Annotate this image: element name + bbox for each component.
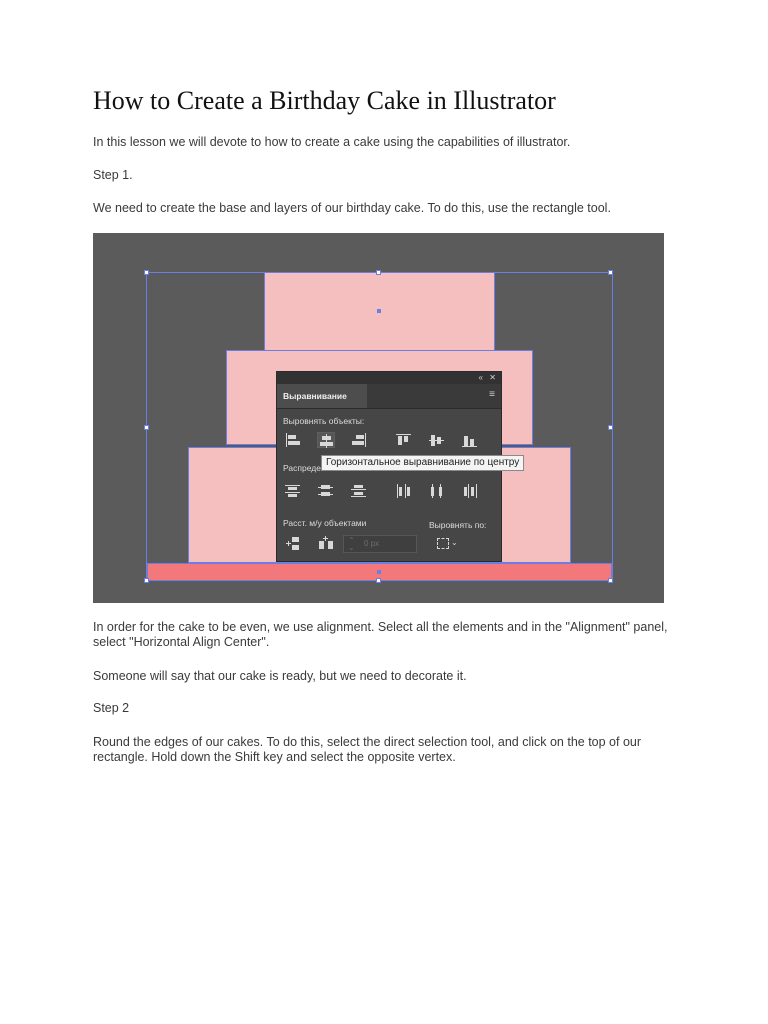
selection-center-point (377, 570, 381, 574)
align-to-label: Выровнять по: (429, 520, 487, 530)
step-1-text: We need to create the base and layers of our birthday cake. To do this, use the rectangle tool. (93, 201, 611, 215)
panel-menu-icon[interactable]: ≡ (489, 389, 495, 400)
vertical-align-center-icon[interactable] (428, 432, 446, 448)
tab-alignment-label: Выравнивание (283, 391, 347, 401)
horizontal-distribute-space-icon[interactable] (317, 535, 335, 551)
intro-paragraph: In this lesson we will devote to how to create a cake using the capabilities of illustrator. (93, 135, 571, 149)
selection-handle[interactable] (608, 425, 613, 430)
vertical-align-bottom-icon[interactable] (461, 432, 479, 448)
horizontal-align-right-icon[interactable] (350, 432, 368, 448)
tab-alignment[interactable] (277, 384, 367, 408)
align-to-selection-icon[interactable]: ⌄ (435, 536, 459, 552)
selection-handle[interactable] (376, 578, 381, 583)
horizontal-distribute-left-icon[interactable] (395, 483, 413, 499)
selection-handle[interactable] (144, 578, 149, 583)
vertical-align-top-icon[interactable] (395, 432, 413, 448)
tooltip-horizontal-align-center: Горизонтальное выравнивание по центру (321, 455, 524, 471)
selection-handle[interactable] (608, 578, 613, 583)
stepper-arrows-icon[interactable]: ⌃ ⌄ (348, 536, 355, 552)
panel-tab-bar (277, 384, 501, 409)
step-2-text: Round the edges of our cakes. To do this, select the direct selection tool, and click on the top of our rectangle. Hold down the Shift key and select the opposite vertex. (93, 735, 642, 764)
step-2-heading: Step 2 (93, 701, 130, 715)
decorate-paragraph: Someone will say that our cake is ready, but we need to decorate it. (93, 669, 467, 683)
align-objects-label: Выровнять объекты: (283, 416, 365, 426)
distribute-objects-label: Распреде (283, 463, 321, 473)
selection-handle[interactable] (376, 270, 381, 275)
collapse-icon[interactable]: « (478, 373, 483, 382)
close-icon[interactable]: ✕ (489, 373, 496, 382)
selection-center-point (377, 309, 381, 313)
vertical-distribute-space-icon[interactable] (284, 535, 302, 551)
spacing-value-field[interactable] (343, 535, 417, 553)
horizontal-align-left-icon[interactable] (284, 432, 302, 448)
illustrator-screenshot (93, 233, 664, 603)
selection-handle[interactable] (608, 270, 613, 275)
step-1-heading: Step 1. (93, 168, 133, 182)
panel-title-bar (277, 372, 501, 384)
distribute-spacing-label: Расст. м/у объектами (283, 518, 367, 528)
page-title: How to Create a Birthday Cake in Illustrator (93, 86, 556, 115)
horizontal-distribute-right-icon[interactable] (461, 483, 479, 499)
vertical-distribute-center-icon[interactable] (317, 483, 335, 499)
horizontal-distribute-center-icon[interactable] (428, 483, 446, 499)
vertical-distribute-top-icon[interactable] (284, 483, 302, 499)
vertical-distribute-bottom-icon[interactable] (350, 483, 368, 499)
alignment-paragraph: In order for the cake to be even, we use alignment. Select all the elements and in the "Alignment" panel, select "Horizontal Align Center". (93, 620, 668, 649)
horizontal-align-center-icon[interactable] (317, 432, 335, 448)
selection-handle[interactable] (144, 425, 149, 430)
selection-handle[interactable] (144, 270, 149, 275)
spacing-value: 0 px (364, 539, 380, 548)
